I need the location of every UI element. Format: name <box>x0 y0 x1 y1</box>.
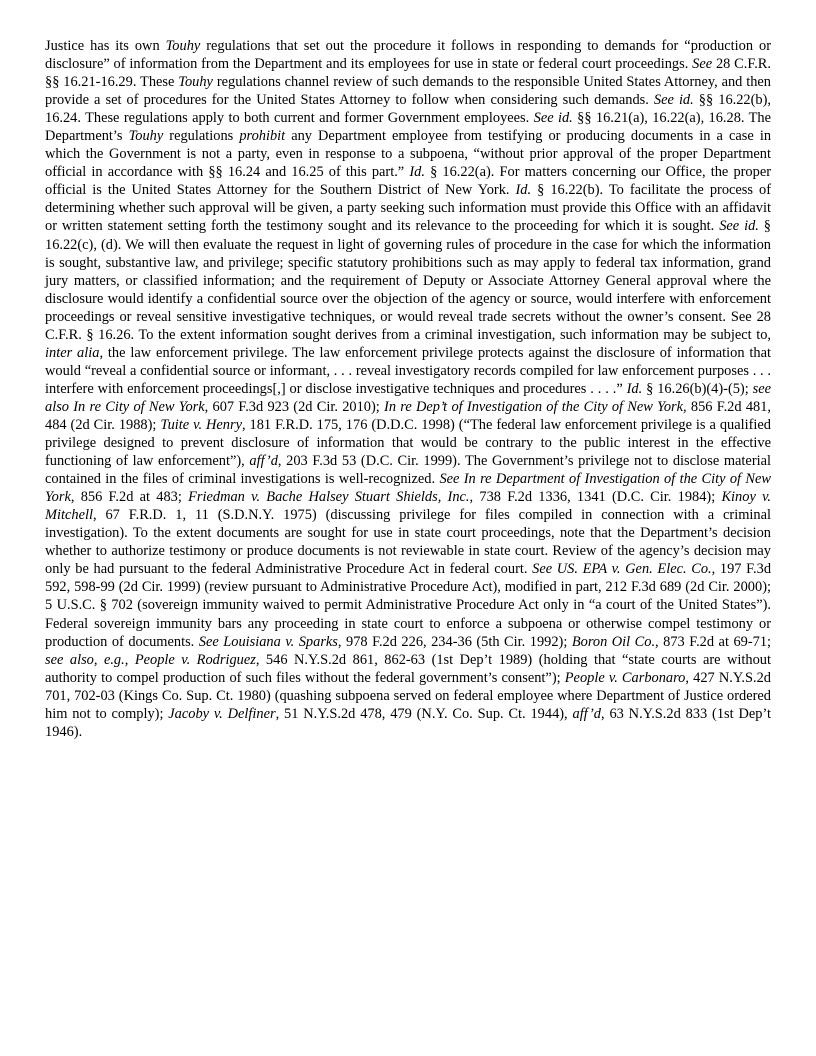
text-run: , 856 F.2d at 483; <box>70 489 189 506</box>
italic-text-run: See id. <box>653 92 694 109</box>
text-run: regulations <box>163 128 240 145</box>
text-run: § 16.22(b). To facilitate the process of determining whether such approval will be given, a party seeking such information must provide this Office with an affidavit or written statement setting forth the testimony sought and its relevance to the proceeding for which it is sought. <box>45 182 771 235</box>
text-run: , 427 N.Y.S.2d 701, 702-03 (Kings Co. Sup. Ct. 1980) (quashing subpoena served on federal employee where Department of Justice ordered him not to comply); <box>45 669 771 722</box>
italic-text-run: Tuite v. Henry <box>160 416 242 433</box>
text-run: regulations channel review of such demands to the responsible United States Attorney, and then provide a set of procedures for the United States Attorney to follow when considering such demands. <box>45 74 772 109</box>
text-run: , 978 F.2d 226, 234-36 (5th Cir. 1992); <box>337 633 572 650</box>
italic-text-run: Touhy <box>178 74 213 91</box>
italic-text-run: Kinoy v. Mitchell <box>45 489 771 524</box>
italic-text-run: prohibit <box>239 128 286 145</box>
italic-text-run: see also, e.g., People v. Rodriguez <box>45 651 256 668</box>
italic-text-run: Jacoby v. Delfiner <box>168 705 276 722</box>
italic-text-run: See id. <box>719 218 759 235</box>
italic-text-run: inter alia <box>45 344 100 361</box>
document-page <box>45 37 771 741</box>
text-run: , 181 F.R.D. 175, 176 (D.D.C. 1998) (“The federal law enforcement privilege is a qualified privilege designed to prevent disclosure of information that would be contrary to the public interest in the effective functioning of law enforcement”), <box>45 416 771 470</box>
text-run: , 51 N.Y.S.2d 478, 479 (N.Y. Co. Sup. Ct. 1944), <box>275 705 573 722</box>
text-run: 28 C.F.R. §§ 16.21-16.29. These <box>45 56 771 91</box>
italic-text-run: Friedman v. Bache Halsey Stuart Shields, Inc. <box>188 489 470 506</box>
italic-text-run: See id. <box>533 110 573 127</box>
text-run: § 16.26(b)(4)-(5); <box>642 380 753 397</box>
italic-text-run: See Louisiana v. Sparks <box>198 633 338 650</box>
text-run: , 873 F.2d at 69-71; <box>655 633 772 650</box>
italic-text-run: Touhy <box>128 128 164 145</box>
text-run: , 197 F.3d 592, 598-99 (2d Cir. 1999) (review pursuant to Administrative Procedure Act), modified in part, 212 F.3d 689 (2d Cir. 2000); 5 U.S.C. § 702 (sovereign immunity waived to permit Administrative Procedure Act only in “a court of the United States”). Federal sovereign immunity bars any proceeding in state court to enforce a subpoena or otherwise compel testimony or production of documents. <box>45 561 772 650</box>
text-run: §§ 16.22(b), 16.24. These regulations apply to both current and former Government employees. <box>45 92 772 127</box>
italic-text-run: People v. Carbonaro <box>564 669 686 686</box>
text-run: , 67 F.R.D. 1, 11 (S.D.N.Y. 1975) (discussing privilege for files compiled in connection with a criminal investigation). To the extent documents are sought for use in state court proceedings, note that the Department’s decision whether to authorize testimony or produce documents is not reviewable in state court. Review of the agency’s decision may only be had pursuant to the federal Administrative Procedure Act in federal court. <box>45 507 771 578</box>
text-run: §§ 16.21(a), 16.22(a), 16.28. The Department’s <box>45 110 772 145</box>
text-run: , the law enforcement privilege. The law enforcement privilege protects against the disclosure of information that would “reveal a confidential source or informant, . . . reveal investigatory records compiled for law enforcement purposes . . . interfere with enforcement proceedings[,] or disclose investigative techniques and procedures . . . .” <box>45 344 771 397</box>
text-run: § 16.22(c), (d). We will then evaluate the request in light of governing rules of procedure in the case for which the information is sought, substantive law, and privilege; specific statutory prohibitions such as may apply to federal tax information, grand jury matters, or classified information; and the requirement of Deputy or Associate Attorney General approval where the disclosure would identify a confidential source over the objection of the agency or source, would interfere with enforcement proceedings or reveal sensitive investigative techniques, or would reveal trade secrets without the owner’s consent. See 28 C.F.R. § 16.26. To the extent information sought derives from a criminal investigation, such information may be subject to, <box>45 218 771 343</box>
text-run: any Department employee from testifying or producing documents in a case in which the Government is not a party, even in response to a subpoena, “without prior approval of the proper Department official in accordance with §§ 16.24 and 16.25 of this part.” <box>45 128 772 181</box>
italic-text-run: Boron Oil Co. <box>571 633 656 650</box>
italic-text-run: aff’d <box>249 453 278 470</box>
text-run: § 16.22(a). For matters concerning our Office, the proper official is the United States Attorney for the Southern District of New York. <box>45 164 771 199</box>
text-run: , 856 F.2d 481, 484 (2d Cir. 1988); <box>45 398 772 433</box>
italic-text-run: Id. <box>626 380 643 397</box>
text-run: , 63 N.Y.S.2d 833 (1st Dep’t 1946). <box>45 705 771 740</box>
text-run: , 546 N.Y.S.2d 861, 862-63 (1st Dep’t 1989) (holding that “state courts are without authority to compel production of such files without the federal government’s consent”); <box>45 651 771 686</box>
italic-text-run: aff’d <box>572 705 602 722</box>
italic-text-run: Id. <box>515 182 532 199</box>
text-run: , 738 F.2d 1336, 1341 (D.C. Cir. 1984); <box>469 489 722 506</box>
italic-text-run: Id. <box>409 164 425 181</box>
italic-text-run: See <box>692 56 713 73</box>
text-run: , 203 F.3d 53 (D.C. Cir. 1999). The Government’s privilege not to disclose material contained in the files of criminal investigations is well-recognized. <box>45 453 771 488</box>
text-run: Justice has its own <box>45 38 166 54</box>
italic-text-run: In re Dep’t of Investigation of the City of New York <box>384 398 684 415</box>
italic-text-run: Touhy <box>165 38 201 54</box>
body-paragraph <box>45 37 771 741</box>
italic-text-run: See In re Department of Investigation of the City of New York <box>45 471 771 506</box>
italic-text-run: See US. EPA v. Gen. Elec. Co. <box>532 561 712 578</box>
text-run: , 607 F.3d 923 (2d Cir. 2010); <box>204 398 385 415</box>
text-run: regulations that set out the procedure it follows in responding to demands for “production or disclosure” of information from the Department and its employees for use in state or federal court proceedings. <box>45 38 771 73</box>
italic-text-run: see also In re City of New York <box>45 380 771 415</box>
